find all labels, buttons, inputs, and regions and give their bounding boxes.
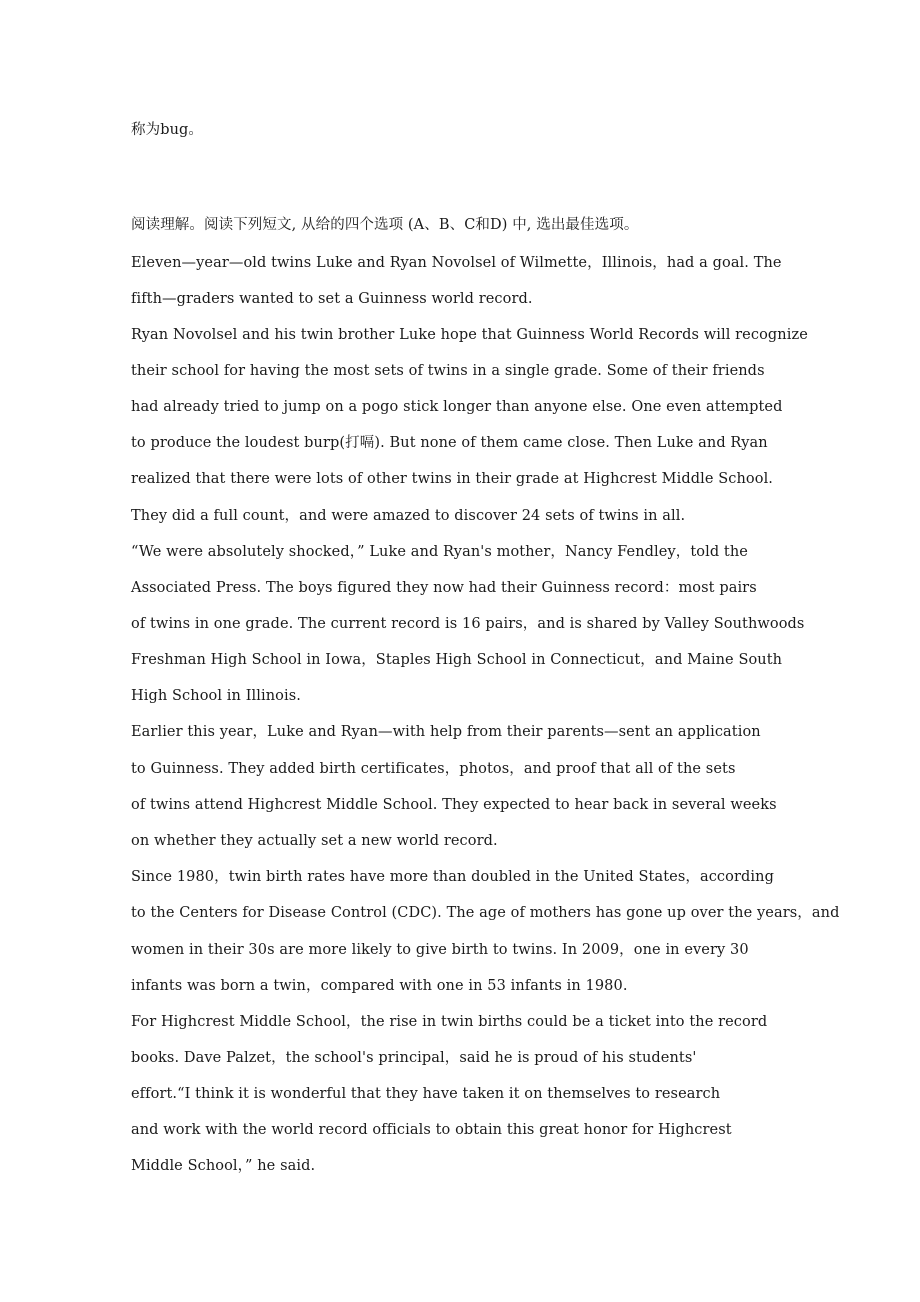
text-line: women in their 30s are more likely to give birth to twins. In 2009，one in every 30: [131, 942, 749, 958]
text-line-fragment: 称为bug。: [131, 122, 204, 138]
instruction-line: 阅读理解。阅读下列短文, 从给的四个选项 (A、B、C和D) 中, 选出最佳选项。: [131, 217, 639, 233]
text-line: Earlier this year，Luke and Ryan—with help from their parents—sent an application: [131, 724, 761, 740]
text-line: to the Centers for Disease Control (CDC). The age of mothers has gone up over the years，and: [131, 905, 840, 921]
text-line: For Highcrest Middle School，the rise in twin births could be a ticket into the record: [131, 1014, 768, 1030]
text-line: their school for having the most sets of twins in a single grade. Some of their friends: [131, 363, 765, 379]
text-line: Ryan Novolsel and his twin brother Luke hope that Guinness World Records will recognize: [131, 327, 808, 343]
text-line: of twins in one grade. The current record is 16 pairs，and is shared by Valley Southwoods: [131, 616, 805, 632]
text-line: Since 1980，twin birth rates have more than doubled in the United States，according: [131, 869, 774, 885]
text-line: on whether they actually set a new world record.: [131, 833, 498, 849]
text-line: had already tried to jump on a pogo stick longer than anyone else. One even attempted: [131, 399, 783, 415]
text-line: Freshman High School in Iowa，Staples High School in Connecticut，and Maine South: [131, 652, 783, 668]
text-line: of twins attend Highcrest Middle School. They expected to hear back in several weeks: [131, 797, 777, 813]
text-line: Associated Press. The boys figured they now had their Guinness record：most pairs: [131, 580, 757, 596]
text-line: and work with the world record officials to obtain this great honor for Highcrest: [131, 1122, 732, 1138]
text-line: “We were absolutely shocked，” Luke and Ryan's mother，Nancy Fendley，told the: [131, 544, 748, 560]
text-line: realized that there were lots of other twins in their grade at Highcrest Middle School.: [131, 471, 774, 487]
text-line: Middle School，” he said.: [131, 1158, 316, 1174]
text-line: books. Dave Palzet，the school's principal，said he is proud of his students': [131, 1050, 697, 1066]
text-line: They did a full count，and were amazed to discover 24 sets of twins in all.: [131, 508, 686, 524]
text-line: to Guinness. They added birth certificates，photos，and proof that all of the sets: [131, 761, 736, 777]
text-line: to produce the loudest burp(打嗝). But none of them came close. Then Luke and Ryan: [131, 435, 768, 451]
text-line: infants was born a twin，compared with one in 53 infants in 1980.: [131, 978, 628, 994]
text-line: High School in Illinois.: [131, 688, 301, 704]
text-line: Eleven—year—old twins Luke and Ryan Novolsel of Wilmette，Illinois，had a goal. The: [131, 255, 782, 271]
text-line: effort.“I think it is wonderful that they have taken it on themselves to research: [131, 1086, 721, 1102]
text-line: fifth—graders wanted to set a Guinness world record.: [131, 291, 533, 307]
